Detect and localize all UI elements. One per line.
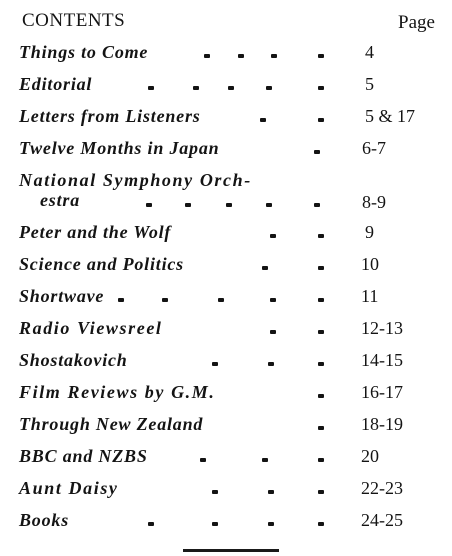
leader-dot (318, 362, 324, 366)
leader-dot (262, 266, 268, 270)
leader-dot (318, 54, 324, 58)
toc-entry-title: Aunt Daisy (19, 478, 119, 498)
toc-entry (0, 478, 452, 504)
toc-entry (0, 42, 452, 68)
toc-entry-title: Radio Viewsreel (19, 318, 163, 338)
toc-entry-title: Peter and the Wolf (19, 222, 172, 242)
toc-entry-page: 4 (365, 42, 374, 62)
leader-dot (266, 203, 272, 207)
leader-dot (318, 458, 324, 462)
contents-heading: CONTENTS (22, 10, 126, 31)
leader-dot (318, 490, 324, 494)
toc-entry-page: 10 (361, 254, 379, 274)
toc-entry (0, 254, 452, 280)
toc-entry-title: Science and Politics (19, 254, 184, 274)
toc-entry-title: Things to Come (19, 42, 149, 62)
leader-dot (314, 150, 320, 154)
leader-dot (185, 203, 191, 207)
toc-entry-page: 11 (361, 286, 379, 306)
leader-dot (268, 522, 274, 526)
toc-entry (0, 510, 452, 536)
toc-entry (0, 106, 452, 132)
leader-dot (271, 54, 277, 58)
leader-dot (268, 362, 274, 366)
leader-dot (268, 490, 274, 494)
toc-entry-title: Film Reviews by G.M. (19, 382, 216, 402)
toc-entry-title: Shostakovich (19, 350, 128, 370)
toc-entry-page: 14-15 (361, 350, 403, 370)
page-column-heading: Page (398, 12, 435, 33)
toc-entry-page: 20 (361, 446, 379, 466)
toc-entry-page: 6-7 (362, 138, 386, 158)
toc-entry (0, 318, 452, 344)
leader-dot (204, 54, 210, 58)
leader-dot (148, 522, 154, 526)
toc-entry (0, 382, 452, 408)
toc-entry-page: 9 (365, 222, 374, 242)
leader-dot (262, 458, 268, 462)
toc-entry-page: 5 (365, 74, 374, 94)
leader-dot (162, 298, 168, 302)
toc-entry (0, 138, 452, 164)
toc-entry (0, 350, 452, 376)
leader-dot (318, 522, 324, 526)
leader-dot (318, 266, 324, 270)
toc-entry-title: National Symphony Orch- (19, 170, 252, 190)
leader-dot (318, 118, 324, 122)
toc-entry-title-continued: estra (40, 190, 80, 210)
leader-dot (260, 118, 266, 122)
leader-dot (318, 426, 324, 430)
toc-entry-page: 8-9 (362, 192, 386, 212)
leader-dot (270, 234, 276, 238)
leader-dot (318, 86, 324, 90)
leader-dot (212, 362, 218, 366)
leader-dot (318, 298, 324, 302)
toc-entry-title: Through New Zealand (19, 414, 204, 434)
leader-dot (228, 86, 234, 90)
toc-entry (0, 286, 452, 312)
leader-dot (200, 458, 206, 462)
leader-dot (148, 86, 154, 90)
leader-dot (193, 86, 199, 90)
leader-dot (226, 203, 232, 207)
toc-entry-title: Books (19, 510, 70, 530)
leader-dot (146, 203, 152, 207)
toc-entry-title: Editorial (19, 74, 93, 94)
toc-entry-page: 12-13 (361, 318, 403, 338)
leader-dot (318, 394, 324, 398)
toc-entry-page: 5 & 17 (365, 106, 416, 126)
leader-dot (318, 330, 324, 334)
leader-dot (314, 203, 320, 207)
leader-dot (270, 330, 276, 334)
toc-entry (0, 414, 452, 440)
toc-entry-title: Shortwave (19, 286, 105, 306)
toc-entry-page: 18-19 (361, 414, 403, 434)
toc-entry (0, 74, 452, 100)
toc-entry (0, 222, 452, 248)
toc-entry-title: Letters from Listeners (19, 106, 201, 126)
leader-dot (212, 490, 218, 494)
toc-entry (0, 446, 452, 472)
leader-dot (212, 522, 218, 526)
leader-dot (118, 298, 124, 302)
leader-dot (270, 298, 276, 302)
leader-dot (238, 54, 244, 58)
bottom-rule (183, 549, 279, 552)
leader-dot (266, 86, 272, 90)
toc-entry-page: 16-17 (361, 382, 403, 402)
toc-entry-title: Twelve Months in Japan (19, 138, 220, 158)
toc-entry-page: 24-25 (361, 510, 403, 530)
toc-entry (0, 170, 452, 216)
toc-entry-page: 22-23 (361, 478, 403, 498)
toc-entry-title: BBC and NZBS (19, 446, 148, 466)
leader-dot (318, 234, 324, 238)
leader-dot (218, 298, 224, 302)
